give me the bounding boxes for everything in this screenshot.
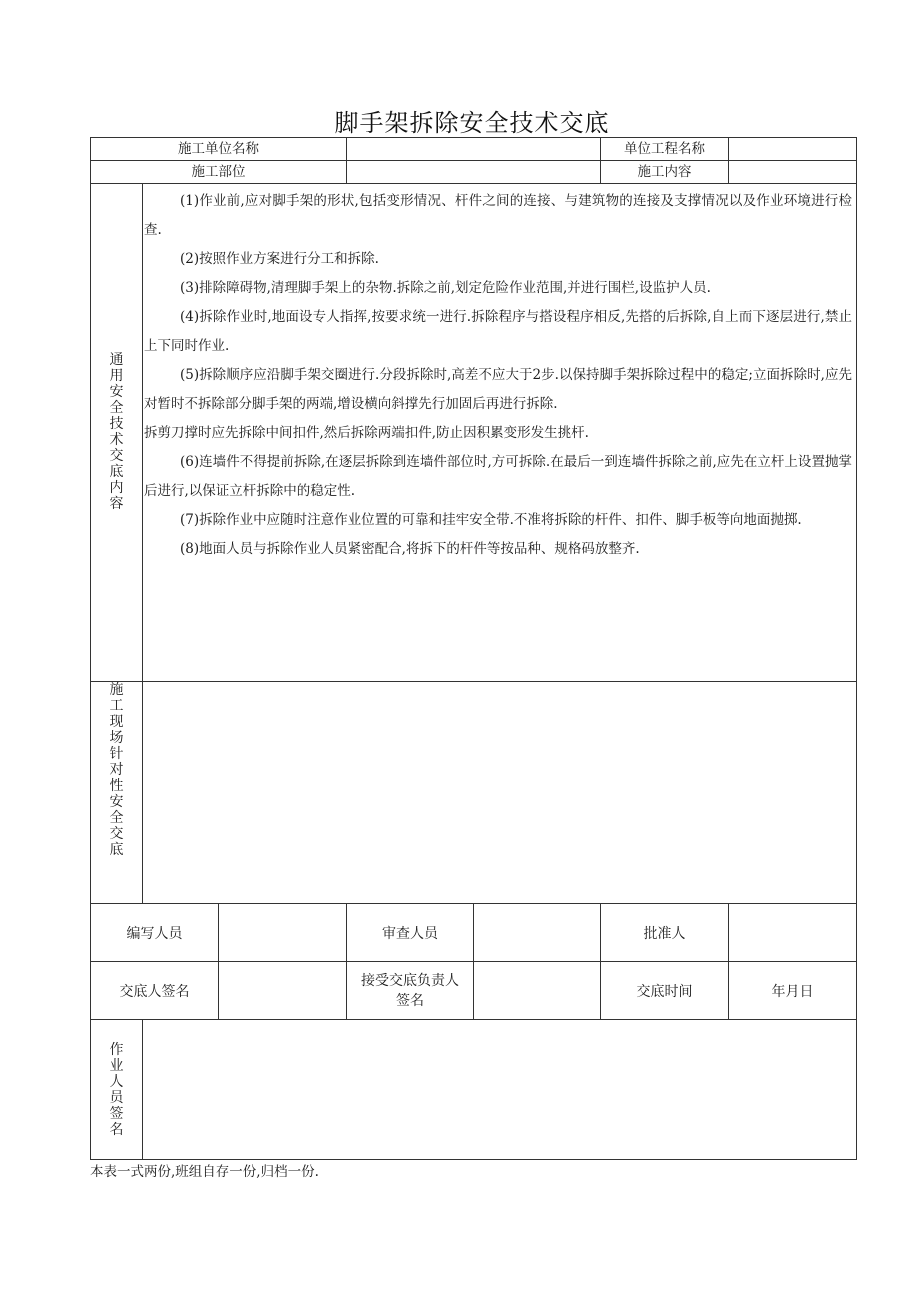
disclosure-time-field[interactable]: 年月日 <box>729 962 857 1020</box>
disclosure-paragraph: (3)排除障碍物,清理脚手架上的杂物.拆除之前,划定危险作业范围,并进行围栏,设监护人员. <box>180 280 711 296</box>
unit-name-label: 施工单位名称 <box>91 138 347 161</box>
disclosure-form-table <box>90 137 857 1160</box>
reviewer-label: 审查人员 <box>347 904 474 962</box>
discloser-field[interactable] <box>219 962 347 1020</box>
unit-name-field[interactable] <box>347 138 601 161</box>
header-row-2 <box>91 161 857 184</box>
disclosure-time-label: 交底时间 <box>601 962 729 1020</box>
writer-field[interactable] <box>219 904 347 962</box>
worker-signature-label: 作业人员签名 <box>91 1020 143 1160</box>
writer-label: 编写人员 <box>91 904 219 962</box>
project-name-label: 单位工程名称 <box>601 138 729 161</box>
header-row-1 <box>91 138 857 161</box>
disclosure-paragraph: (4)拆除作业时,地面设专人指挥,按要求统一进行.拆除程序与搭设程序相反,先搭的后拆除,自上而下逐层进行,禁止上下同时作业. <box>144 309 853 354</box>
receiver-label: 接受交底负责人签名 <box>347 962 474 1020</box>
signature-row-1 <box>91 904 857 962</box>
construction-content-field[interactable] <box>729 161 857 184</box>
disclosure-paragraph: (7)拆除作业中应随时注意作业位置的可靠和挂牢安全带.不准将拆除的杆件、扣件、脚手板等向地面抛掷. <box>180 512 802 528</box>
receiver-field[interactable] <box>474 962 601 1020</box>
construction-part-field[interactable] <box>347 161 601 184</box>
site-disclosure-field[interactable] <box>143 682 857 904</box>
document-title: 脚手架拆除安全技术交底 <box>334 109 610 137</box>
general-disclosure-row <box>91 184 857 682</box>
approver-field[interactable] <box>729 904 857 962</box>
construction-content-label: 施工内容 <box>601 161 729 184</box>
worker-signature-field[interactable] <box>143 1020 857 1160</box>
disclosure-paragraph: (6)连墙件不得提前拆除,在逐层拆除到连墙件部位时,方可拆除.在最后一到连墙件拆除之前,应先在立杆上设置抛掌后进行,以保证立杆拆除中的稳定性. <box>144 454 853 499</box>
construction-part-label: 施工部位 <box>91 161 347 184</box>
general-disclosure-label: 通用安全技术交底内容 <box>91 184 143 682</box>
site-disclosure-label: 施工现场针对性安全交底 <box>91 682 143 904</box>
disclosure-paragraph: (1)作业前,应对脚手架的形状,包括变形情况、杆件之间的连接、与建筑物的连接及支撑情况以及作业环境进行检查. <box>144 193 853 238</box>
disclosure-paragraph: (8)地面人员与拆除作业人员紧密配合,将拆下的杆件等按品种、规格码放整齐. <box>180 541 640 557</box>
disclosure-paragraph: (2)按照作业方案进行分工和拆除. <box>180 251 379 267</box>
reviewer-field[interactable] <box>474 904 601 962</box>
site-disclosure-row <box>91 682 857 904</box>
footnote: 本表一式两份,班组自存一份,归档一份. <box>90 1164 319 1180</box>
general-disclosure-content <box>143 184 857 682</box>
approver-label: 批准人 <box>601 904 729 962</box>
signature-row-2 <box>91 962 857 1020</box>
worker-signature-row <box>91 1020 857 1160</box>
disclosure-paragraph: 拆剪刀撑时应先拆除中间扣件,然后拆除两端扣件,防止因积累变形发生挑杆. <box>144 425 589 441</box>
discloser-label: 交底人签名 <box>91 962 219 1020</box>
project-name-field[interactable] <box>729 138 857 161</box>
disclosure-paragraph: (5)拆除顺序应沿脚手架交圈进行.分段拆除时,高差不应大于2步.以保持脚手架拆除过程中的稳定;立面拆除时,应先对暂时不拆除部分脚手架的两端,增设横向斜撑先行加固后再进行拆除. <box>144 367 853 412</box>
